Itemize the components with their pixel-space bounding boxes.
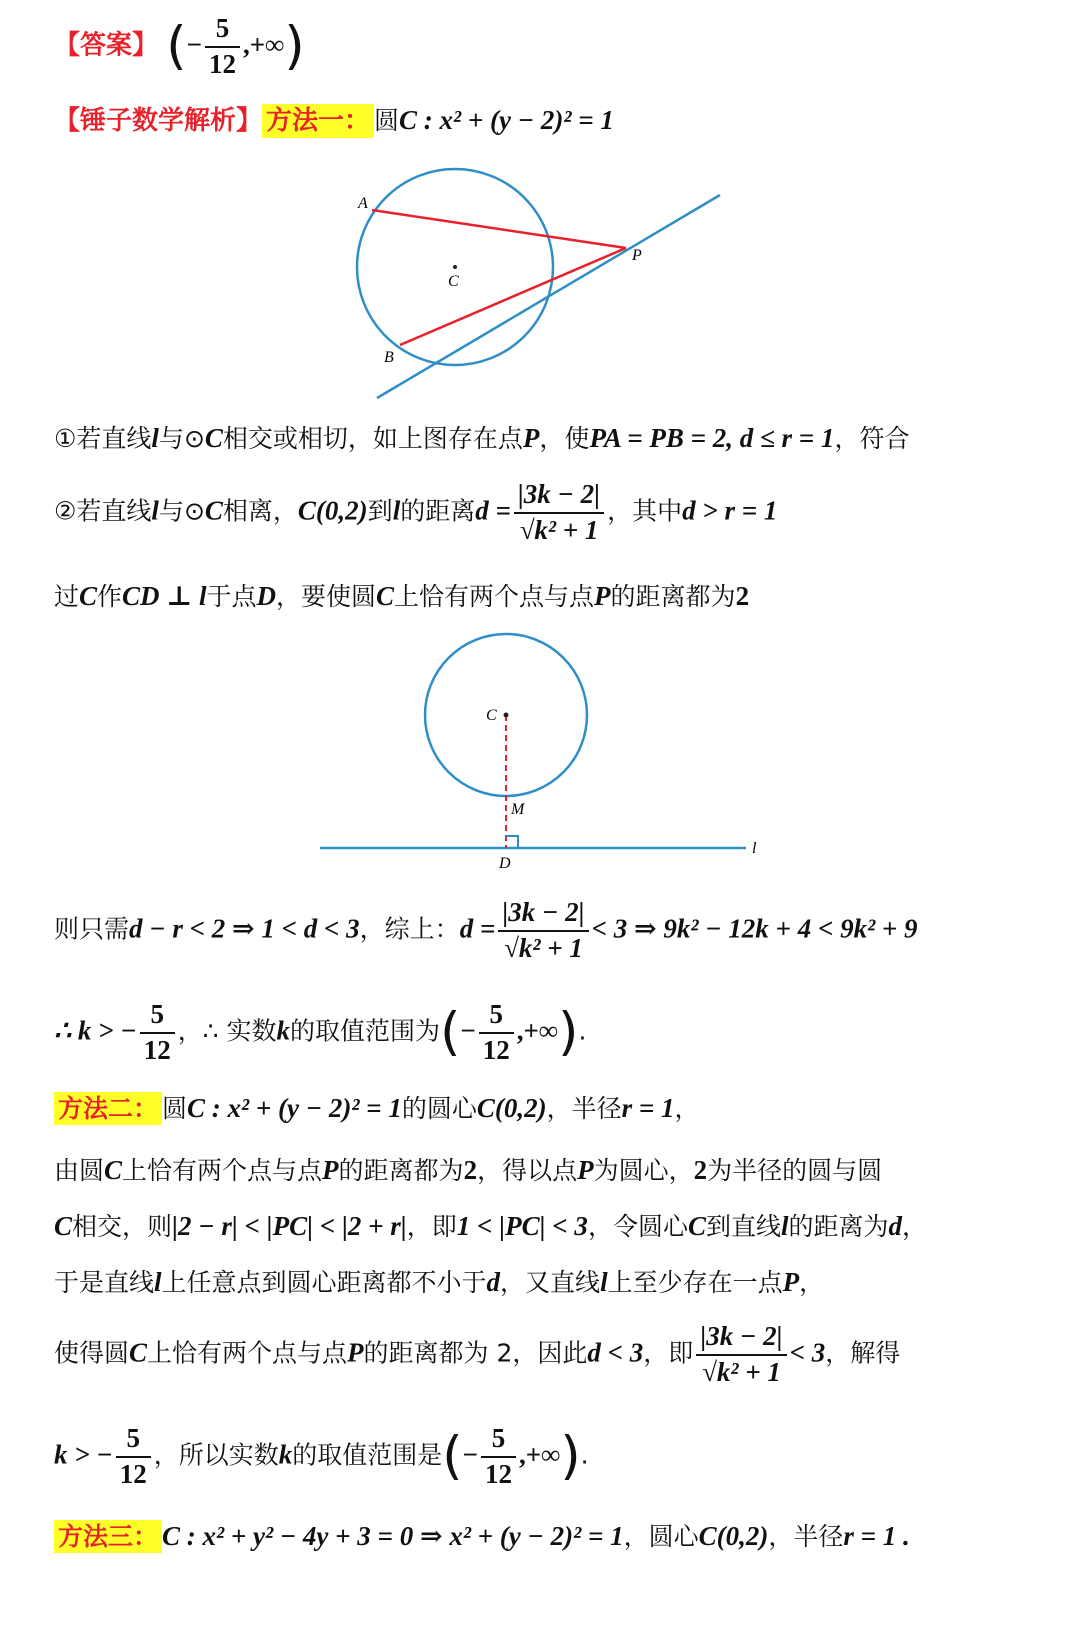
method2-line: 方法二： 圆C : x² + (y − 2)² = 1的圆心C(0,2)，半径r = 1， bbox=[54, 1092, 700, 1124]
case2-line: ②若直线l与⊙C相离，C(0,2)到l的距离d = $\frac{|3k - 2|}{\text{√k² + 1}}$ ，其中d > r = 1 bbox=[54, 479, 778, 545]
label-c2: C bbox=[486, 707, 497, 724]
distance-fraction: $\frac{|3k - 2|}{\text{√k² + 1}}$ bbox=[514, 480, 604, 545]
method2-line5: 使得圆C上恰有两个点与点P的距离都为 2，因此d < 3，即 $\frac{|3k - 2|}{\text{√k² + 1}}$ < 3，解得 bbox=[54, 1321, 901, 1387]
method1-label: 方法一： bbox=[262, 104, 374, 138]
conclusion-line: 则只需d − r < 2 ⇒ 1 < d < 3，综上：d = $\frac{|3k - 2|}{\text{√k² + 1}}$ < 3 ⇒ 9k² − 12k + 4 < 9k² + 9 bbox=[54, 897, 918, 963]
circle-equation: C : x² + (y − 2)² = 1 bbox=[399, 105, 614, 135]
method2-line4: 于是直线l上任意点到圆心距离都不小于d，又直线l上至少存在一点P， bbox=[54, 1267, 825, 1297]
figure-circle-perpendicular bbox=[310, 630, 790, 880]
label-d: D bbox=[499, 855, 511, 872]
figure-circle-secant bbox=[340, 160, 740, 410]
method3-label: 方法三： bbox=[54, 1520, 162, 1553]
chord-pa bbox=[372, 210, 626, 248]
center-dot-2 bbox=[504, 713, 509, 718]
method3-line: 方法三： C : x² + y² − 4y + 3 = 0 ⇒ x² + (y − 2)² = 1，圆心C(0,2)，半径r = 1 . bbox=[54, 1520, 910, 1552]
label-l: l bbox=[752, 840, 757, 857]
answer-fraction: $\frac{5}{12}$ bbox=[205, 14, 240, 79]
answer-line: 【答案】 (− $\frac{5}{12}$ ,+∞) bbox=[54, 13, 305, 79]
result-line-1: ∴ k > − $\frac{5}{12}$ ，∴ 实数k的取值范围为(− $\frac{5}{12}$ ,+∞). bbox=[54, 999, 587, 1065]
method2-line2: 由圆C上恰有两个点与点P的距离都为2，得以点P为圆心，2为半径的圆与圆 bbox=[54, 1155, 883, 1185]
close-paren: ) bbox=[284, 16, 305, 77]
distance-fraction-2: $\frac{|3k - 2|}{\text{√k² + 1}}$ bbox=[498, 898, 588, 963]
label-c: C bbox=[448, 273, 459, 290]
center-dot bbox=[453, 265, 457, 269]
analysis-header: 【锤子数学解析】 方法一： 圆C : x² + (y − 2)² = 1 bbox=[54, 105, 614, 136]
answer-tag: 【答案】 bbox=[54, 30, 159, 61]
label-m: M bbox=[511, 801, 525, 818]
chord-pb bbox=[400, 248, 626, 345]
open-paren: ( bbox=[166, 16, 187, 77]
case1-line: ①若直线l与⊙C相交或相切，如上图存在点P，使PA = PB = 2, d ≤ r = 1，符合 bbox=[54, 423, 910, 453]
method2-line3: C相交，则|2 − r| < |PC| < |2 + r|，即1 < |PC| < 3，令圆心C到直线l的距离为d， bbox=[54, 1211, 928, 1241]
tangent-line bbox=[377, 195, 720, 398]
label-b: B bbox=[384, 349, 394, 366]
analysis-tag: 【锤子数学解析】 bbox=[54, 106, 263, 136]
method2-line6: k > − $\frac{5}{12}$ ，所以实数k的取值范围是(− $\frac{5}{12}$ ,+∞). bbox=[54, 1423, 589, 1489]
label-p: P bbox=[632, 247, 642, 264]
construction-line: 过C作CD ⊥ l于点D，要使圆C上恰有两个点与点P的距离都为2 bbox=[54, 581, 750, 611]
label-a: A bbox=[358, 195, 368, 212]
right-angle-mark bbox=[506, 836, 518, 848]
method2-label: 方法二： bbox=[54, 1092, 162, 1125]
